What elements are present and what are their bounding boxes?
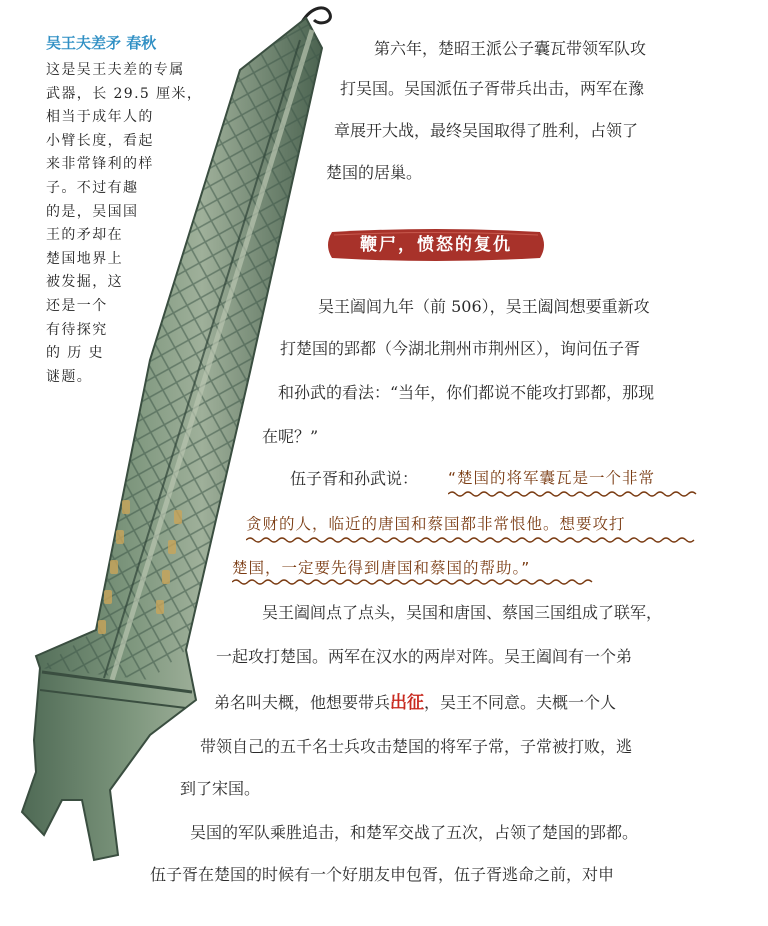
emphasis-word: 出征	[390, 693, 425, 713]
caption-line: 王的矛却在	[46, 227, 123, 244]
caption-line: 相当于成年人的	[46, 109, 154, 126]
paragraph-line: 打楚国的郢都（今湖北荆州市荆州区），询问伍子胥	[280, 339, 641, 358]
paragraph-line: 第六年，楚昭王派公子囊瓦带领军队攻	[374, 39, 647, 58]
paragraph-text: ，吴王不同意。夫概一个人	[424, 693, 617, 712]
caption-title: 吴王夫差矛 春秋	[46, 34, 157, 52]
caption-line: 这是吴王夫差的专属	[46, 62, 185, 78]
caption-line: 楚国地界上	[46, 250, 123, 267]
paragraph-line: 一起攻打楚国。两军在汉水的两岸对阵。吴王阖闾有一个弟	[216, 647, 633, 666]
caption-line: 来非常锋利的样	[46, 156, 154, 173]
caption-line: 的 历 史	[46, 345, 104, 362]
paragraph-line: 楚国的居巢。	[326, 163, 423, 182]
quote-line: 贪财的人，临近的唐国和蔡国都非常恨他。想要攻打	[246, 515, 626, 533]
paragraph-line: 在呢？”	[262, 427, 319, 446]
paragraph-line: 带领自己的五千名士兵攻击楚国的将军子常，子常被打败，逃	[200, 737, 633, 756]
paragraph-line: 吴国的军队乘胜追击，和楚军交战了五次，占领了楚国的郢都。	[190, 823, 639, 842]
paragraph-line: 章展开大战，最终吴国取得了胜利，占领了	[334, 121, 639, 140]
quote-speaker: 伍子胥和孙武说：	[290, 469, 419, 488]
caption-line: 谜题。	[46, 368, 93, 385]
paragraph-line: 到了宋国。	[180, 779, 261, 798]
paragraph-line: 打吴国。吴国派伍子胥带兵出击，两军在豫	[340, 79, 645, 98]
caption-line: 有待探究	[46, 321, 108, 338]
caption-line: 的是，吴国国	[46, 203, 139, 220]
caption-line: 还是一个	[46, 297, 108, 314]
paragraph-line: 和孙武的看法：“当年，你们都说不能攻打郢都，那现	[278, 383, 655, 402]
quote-line: “楚国的将军囊瓦是一个非常	[448, 469, 656, 487]
caption-line: 武器，长 29.5 厘米，	[46, 85, 203, 102]
quote-underline	[246, 536, 702, 544]
paragraph-text: 弟名叫夫概，他想要带兵	[214, 693, 391, 712]
artifact-caption	[46, 32, 236, 389]
quote-underline	[232, 578, 594, 586]
paragraph-line: 吴王阖闾点了点头，吴国和唐国、蔡国三国组成了联军，	[262, 603, 663, 622]
paragraph-line: 吴王阖闾九年（前 506），吴王阖闾想要重新攻	[318, 297, 650, 316]
paragraph-line	[214, 688, 616, 713]
paragraph-line: 伍子胥在楚国的时候有一个好朋友申包胥，伍子胥逃命之前，对申	[150, 865, 615, 884]
caption-line: 被发掘，这	[46, 274, 123, 291]
caption-line: 小臂长度，看起	[46, 132, 154, 149]
quote-line: 楚国，一定要先得到唐国和蔡国的帮助。”	[232, 559, 531, 577]
quote-underline	[448, 490, 702, 498]
section-heading: 鞭尸，愤怒的复仇	[360, 235, 512, 255]
caption-line: 子。不过有趣	[46, 179, 139, 196]
